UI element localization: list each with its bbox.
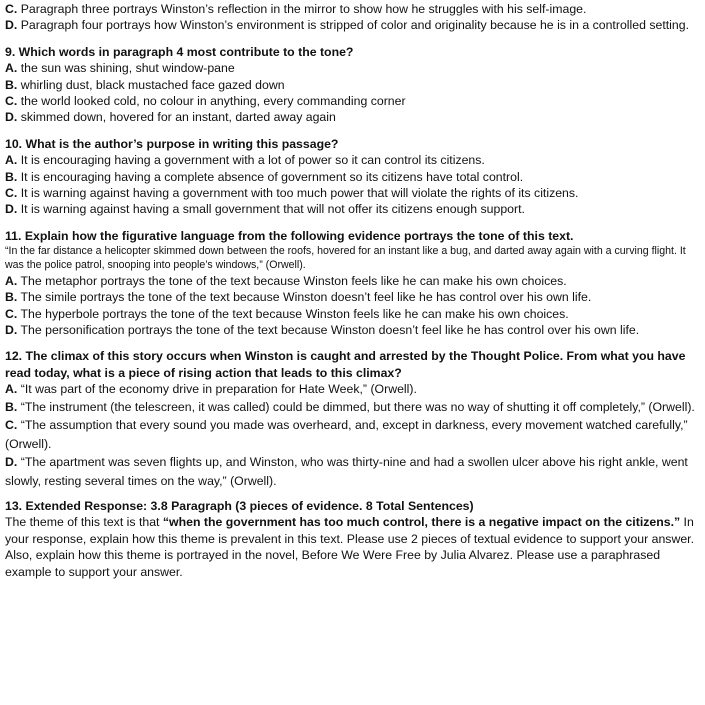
option-letter: C. (5, 418, 18, 433)
option-letter: A. (5, 61, 18, 76)
question-9-prompt: 9. Which words in paragraph 4 most contribute to the tone? (5, 44, 354, 59)
spacer (5, 34, 699, 44)
q11-option-a (5, 273, 699, 289)
option-text: It is warning against having a small government that will not offer its citizens enough support. (17, 202, 525, 217)
option-letter: D. (5, 455, 18, 470)
option-text: “The assumption that every sound you made was overheard, and, except in darkness, every movement watched carefully,” (Orwell). (5, 418, 688, 451)
option-text: The simile portrays the tone of the text because Winston doesn’t feel like he has control over his own life. (17, 290, 592, 305)
q8-options (5, 1, 699, 34)
option-letter: D. (5, 18, 18, 33)
option-letter: C. (5, 306, 18, 321)
option-letter: D. (5, 110, 18, 125)
q10-option-b (5, 169, 699, 185)
q13-theme: “when the government has too much control, there is a negative impact on the citizens.” (162, 515, 681, 530)
q8-option-c (5, 1, 699, 17)
option-letter: A. (5, 273, 18, 288)
option-letter: B. (5, 169, 18, 184)
option-text: Paragraph three portrays Winston’s reflection in the mirror to show how he struggles with his self-image. (17, 2, 587, 16)
option-letter: C. (5, 2, 18, 16)
question-9 (5, 44, 699, 126)
q13-intro: The theme of this text is that (5, 515, 163, 530)
option-letter: D. (5, 202, 18, 217)
q12-option-a (5, 381, 699, 397)
q10-option-c (5, 185, 699, 201)
q9-option-c (5, 93, 699, 109)
q12-option-c (5, 416, 699, 453)
q9-option-b (5, 77, 699, 93)
q9-option-d (5, 109, 699, 125)
q9-option-a (5, 60, 699, 76)
option-text: whirling dust, black mustached face gazed down (17, 77, 285, 92)
q11-option-c (5, 306, 699, 322)
option-text: It is encouraging having a complete absence of government so its citizens have total control. (17, 169, 524, 184)
q12-option-d (5, 453, 699, 490)
option-letter: D. (5, 322, 18, 337)
spacer (5, 126, 699, 136)
option-letter: A. (5, 153, 18, 168)
question-11 (5, 228, 699, 338)
option-text: It is warning against having a government with too much power that will violate the rights of its citizens. (17, 186, 579, 201)
option-text: “The instrument (the telescreen, it was called) could be dimmed, but there was no way of shutting it off completely,” (Orwell). (17, 399, 695, 414)
option-letter: B. (5, 290, 18, 305)
q11-option-b (5, 289, 699, 305)
question-12-prompt: 12. The climax of this story occurs when Winston is caught and arrested by the Thought Police. From what you have read today, what is a piece of rising action that leads to this climax? (5, 349, 686, 380)
option-letter: A. (5, 382, 18, 397)
q10-option-d (5, 201, 699, 217)
question-13 (5, 498, 699, 580)
question-10-prompt: 10. What is the author’s purpose in writing this passage? (5, 136, 339, 151)
question-11-quote: “In the far distance a helicopter skimmed down between the roofs, hovered for an instant like a bug, and darted away again with a curving flight. It was the police patrol, snooping into people’s windows,” (Orwell). (5, 245, 686, 272)
question-12 (5, 348, 699, 490)
q12-option-b (5, 398, 699, 417)
option-text: “The apartment was seven flights up, and Winston, who was thirty-nine and had a swollen ulcer above his right ankle, went slowly, resting several times on the way,” (Orwell). (5, 455, 688, 488)
spacer (5, 490, 699, 498)
question-11-prompt: 11. Explain how the figurative language from the following evidence portrays the tone of this text. (5, 228, 574, 243)
option-letter: C. (5, 94, 18, 109)
q11-option-d (5, 322, 699, 338)
option-text: It is encouraging having a government with a lot of power so it can control its citizens. (17, 153, 485, 168)
question-10 (5, 136, 699, 218)
option-text: the sun was shining, shut window-pane (17, 61, 235, 76)
option-text: The hyperbole portrays the tone of the text because Winston feels like he can make his own choices. (17, 306, 569, 321)
option-letter: B. (5, 77, 18, 92)
option-text: The metaphor portrays the tone of the text because Winston feels like he can make his own choices. (17, 273, 567, 288)
q8-option-d (5, 17, 699, 33)
option-text: skimmed down, hovered for an instant, darted away again (17, 110, 336, 125)
option-text: “It was part of the economy drive in preparation for Hate Week,” (Orwell). (17, 382, 417, 397)
spacer (5, 338, 699, 348)
option-text: Paragraph four portrays how Winston’s environment is stripped of color and originality because he is in a controlled setting. (17, 18, 689, 33)
q13-rest: In your response, explain how this theme is prevalent in this text. Please use 2 pieces of textual evidence to support your answer. Also, explain how this theme is portrayed in the novel, Before We Were Free by Julia Alvarez. Please use a paraphrased example to support your answer. (5, 515, 695, 579)
option-text: the world looked cold, no colour in anything, every commanding corner (17, 94, 406, 109)
q10-option-a (5, 152, 699, 168)
spacer (5, 218, 699, 228)
option-letter: C. (5, 186, 18, 201)
option-text: The personification portrays the tone of the text because Winston doesn’t feel like he has control over his own life. (17, 322, 640, 337)
question-13-prompt: 13. Extended Response: 3.8 Paragraph (3 pieces of evidence. 8 Total Sentences) (5, 499, 474, 514)
option-letter: B. (5, 399, 18, 414)
question-13-body (5, 514, 699, 580)
